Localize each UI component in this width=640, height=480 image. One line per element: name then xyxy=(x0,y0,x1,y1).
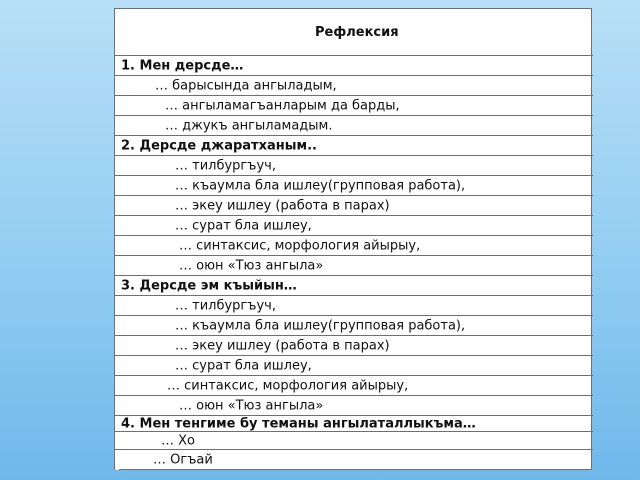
list-item xyxy=(115,175,593,195)
list-item xyxy=(115,195,593,215)
list-item xyxy=(115,235,593,255)
section-4-item-2: … Огъай xyxy=(153,452,213,468)
reflection-table xyxy=(114,8,592,470)
list-item xyxy=(115,355,593,375)
section-2-item-5: … синтаксис, морфология айырыу, xyxy=(179,238,421,253)
section-2-item-2: … къаумла бла ишлеу(групповая работа), xyxy=(175,178,466,193)
list-item xyxy=(115,115,593,135)
list-item xyxy=(115,215,593,235)
section-2-item-1: … тилбургъуч, xyxy=(175,158,276,173)
section-3-title-row xyxy=(115,275,593,295)
list-item xyxy=(115,335,593,355)
list-item xyxy=(115,431,593,449)
list-item xyxy=(115,395,593,415)
section-1-title: 1. Мен дерсде… xyxy=(121,58,244,73)
section-2-title: 2. Дерсде джаратханым.. xyxy=(121,138,317,153)
section-2-item-3: … экеу ишлеу (работа в парах) xyxy=(175,198,390,213)
section-3-item-4: … сурат бла ишлеу, xyxy=(175,358,312,373)
section-1-item-1: … барысында ангыладым, xyxy=(155,78,337,93)
section-3-item-5: … синтаксис, морфология айырыу, xyxy=(167,378,409,393)
list-item xyxy=(115,155,593,175)
section-3-title: 3. Дерсде эм къыйын… xyxy=(121,278,297,293)
section-3-item-6: … оюн «Тюз ангыла» xyxy=(179,398,324,413)
section-2-item-6: … оюн «Тюз ангыла» xyxy=(179,258,324,273)
section-1-title-row xyxy=(115,55,593,75)
section-1-item-2: … ангыламагъанларым да барды, xyxy=(165,98,400,113)
section-3-item-1: … тилбургъуч, xyxy=(175,298,276,313)
section-4-title-row xyxy=(115,415,593,431)
list-item xyxy=(115,295,593,315)
list-item xyxy=(115,95,593,115)
section-4-item-1: … Хо xyxy=(161,433,195,448)
list-item xyxy=(115,449,593,470)
table-title: Рефлексия xyxy=(315,25,399,40)
table-header-row xyxy=(115,9,593,55)
list-item xyxy=(115,75,593,95)
section-2-title-row xyxy=(115,135,593,155)
section-1-item-3: … джукъ ангыламадым. xyxy=(165,118,333,133)
list-item xyxy=(115,255,593,275)
section-4-title: 4. Мен тенгиме бу теманы ангылаталлыкъма… xyxy=(121,416,476,431)
section-3-item-3: … экеу ишлеу (работа в парах) xyxy=(175,338,390,353)
list-item xyxy=(115,375,593,395)
section-3-item-2: … къаумла бла ишлеу(групповая работа), xyxy=(175,318,466,333)
section-2-item-4: … сурат бла ишлеу, xyxy=(175,218,312,233)
list-item xyxy=(115,315,593,335)
